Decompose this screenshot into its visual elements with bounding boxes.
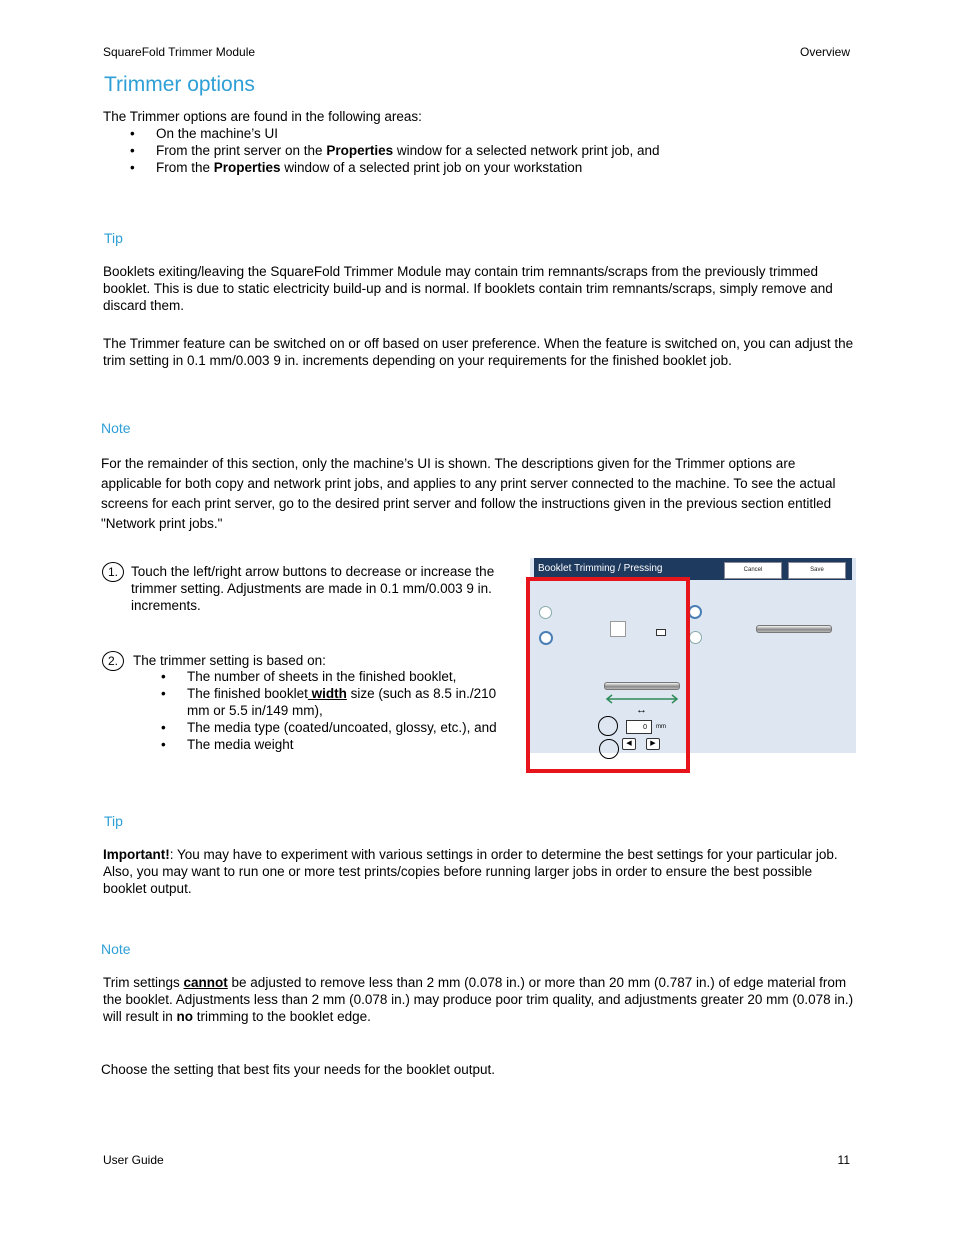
tip-label: Tip — [104, 813, 123, 829]
list-item: • The number of sheets in the finished booklet, — [161, 669, 457, 684]
areas-list — [130, 125, 856, 176]
screen-title: Booklet Trimming / Pressing — [538, 563, 663, 574]
note-text: For the remainder of this section, only the machine’s UI is shown. The descriptions given for the Trimmer options are applicable for both copy and network print jobs, and applies to any print server connected to the machine. To see the actual screens for each print server, go to the desired print server and follow the instructions given in the previous section entitled "Network print jobs." — [101, 456, 836, 531]
note-label: Note — [101, 420, 131, 436]
callout-circle-2 — [599, 739, 619, 759]
section-title: Trimmer options — [104, 73, 255, 96]
tip-label: Tip — [104, 230, 123, 246]
trimmer-feature-text: The Trimmer feature can be switched on or off based on user preference. When the feature is switched on, you can adjust the trim setting in 0.1 mm/0.003 9 in. increments depending on your requirements for the finished booklet job. — [103, 336, 854, 368]
step-number-1: 1. — [102, 562, 124, 582]
pressed-booklet-graphic — [756, 625, 832, 633]
callout-circle-1 — [598, 716, 618, 736]
running-header-left: SquareFold Trimmer Module — [103, 45, 256, 59]
trim-limits-text: Trim settings cannot be adjusted to remove less than 2 mm (0.078 in.) or more than 20 mm (0.787 in.) of edge material from the booklet. Adjustments less than 2 mm (0.078 in.) may produce poor trim quality, and adjustments greater 20 mm (0.078 in.) will result in no trimming to the booklet edge. — [103, 975, 854, 1024]
trim-value-field[interactable]: 0 — [626, 720, 652, 734]
increase-arrow-button[interactable]: ▶ — [646, 738, 660, 750]
step-2-text: The trimmer setting is based on: — [133, 653, 326, 668]
trim-factors-list — [161, 668, 512, 753]
list-item: • On the machine’s UI — [130, 126, 279, 141]
pressing-on-radio[interactable] — [688, 605, 702, 619]
cancel-button[interactable]: Cancel — [724, 562, 782, 579]
tip-text: Booklets exiting/leaving the SquareFold Trimmer Module may contain trim remnants/scraps from the previously trimmed booklet. This is due to static electricity build-up and is normal. If booklets contain trim remnants/scraps, simply remove and discard them. — [103, 264, 833, 313]
running-header-right: Overview — [799, 45, 850, 59]
list-item: • From the print server on the Properties window for a selected network print job, and — [130, 143, 660, 158]
horizontal-arrow-icon: ↔ — [636, 704, 647, 716]
decrease-arrow-button[interactable]: ◀ — [622, 738, 636, 750]
list-item: • The finished booklet width size (such as 8.5 in./210 mm or 5.5 in/149 mm), — [161, 686, 497, 718]
important-text: Important!: You may have to experiment with various settings in order to determine the best settings for your particular job. Also, you may want to run one or more test prints/copies before running larger jobs in order to ensure the best possible booklet output. — [103, 847, 838, 896]
pressing-off-radio[interactable] — [689, 631, 702, 644]
page-number: 11 — [837, 1153, 850, 1167]
list-item: • The media weight — [161, 737, 294, 752]
trim-unit: mm — [656, 724, 666, 730]
note-label: Note — [101, 941, 131, 957]
step-number-2: 2. — [102, 651, 124, 671]
list-item: • From the Properties window of a selected print job on your workstation — [130, 160, 583, 175]
step-1-text: Touch the left/right arrow buttons to decrease or increase the trimmer setting. Adjustments are made in 0.1 mm/0.003 9 in. increments. — [131, 564, 495, 613]
intro-text: The Trimmer options are found in the following areas: — [103, 109, 422, 124]
footer-left: User Guide — [103, 1153, 164, 1167]
closing-text: Choose the setting that best fits your needs for the booklet output. — [101, 1062, 495, 1077]
list-item: • The media type (coated/uncoated, glossy, etc.), and — [161, 720, 497, 735]
save-button[interactable]: Save — [788, 562, 846, 579]
